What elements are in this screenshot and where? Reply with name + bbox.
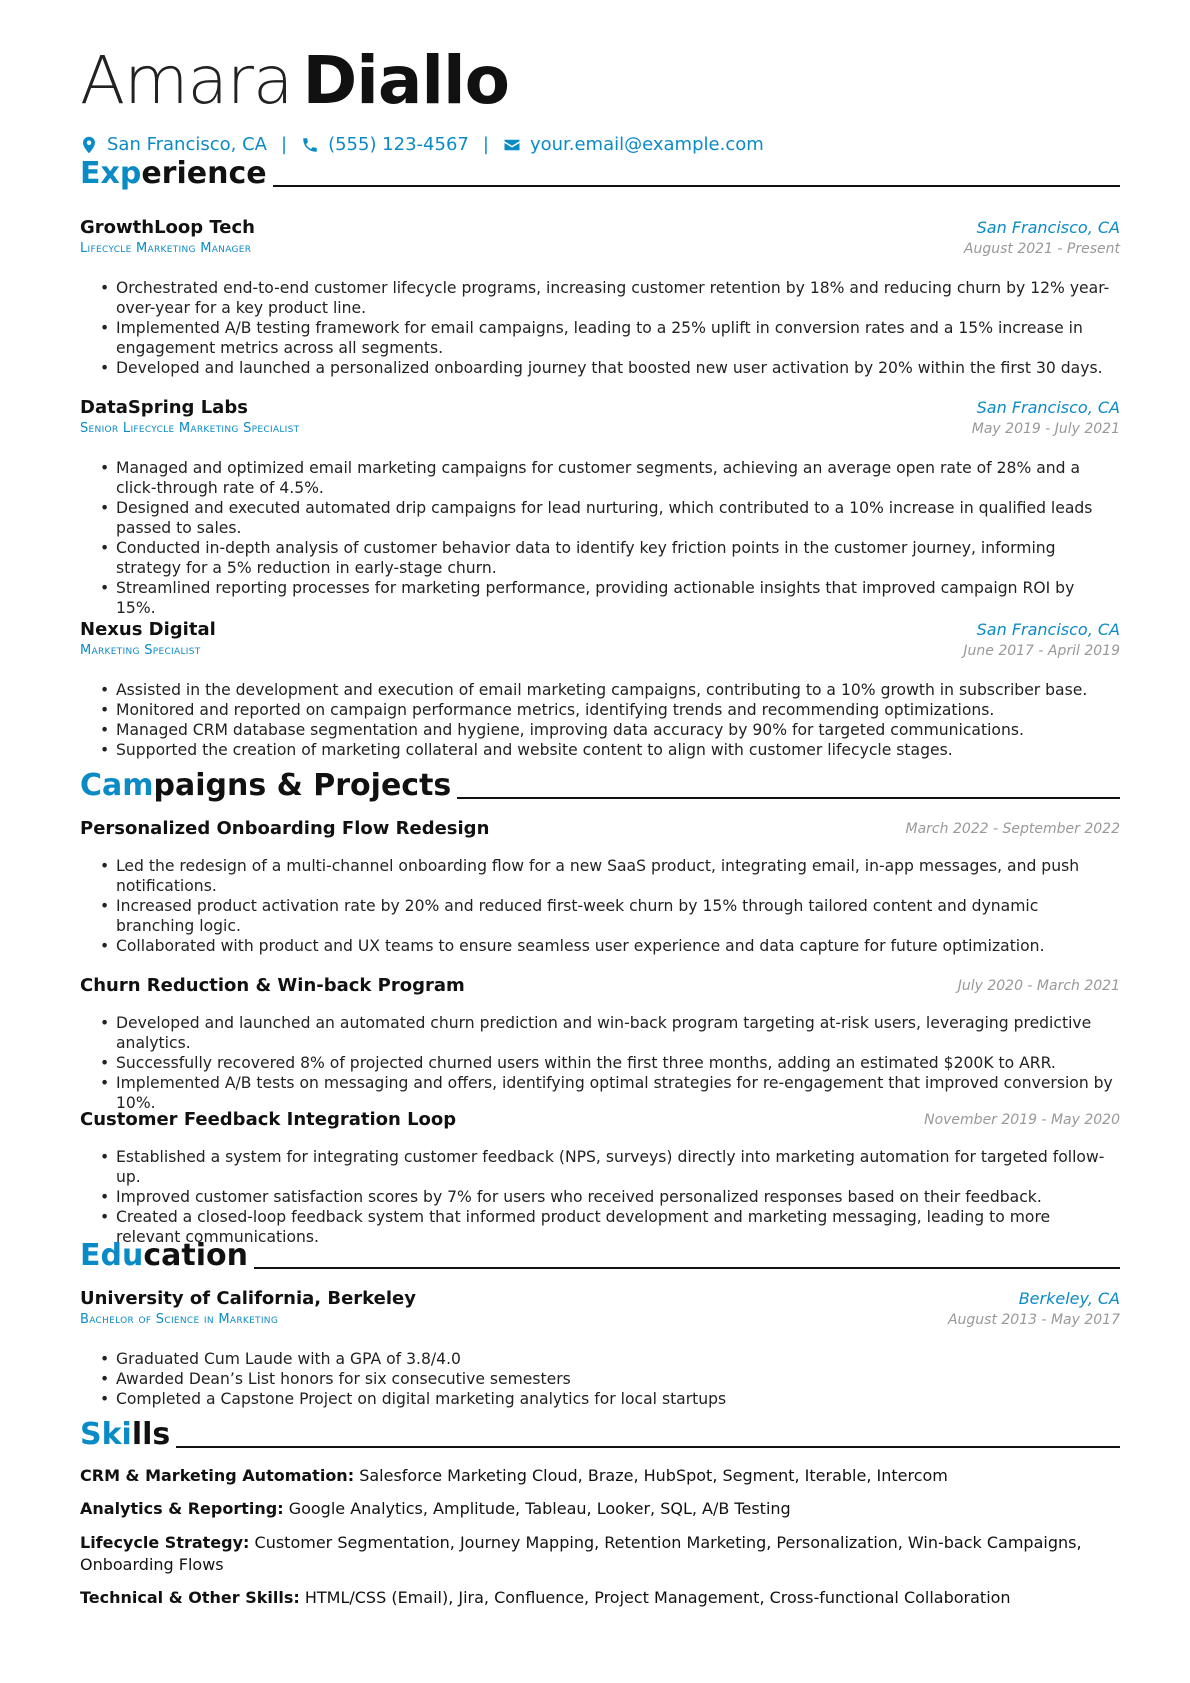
skill-value: Google Analytics, Amplitude, Tableau, Looker, SQL, A/B Testing [288,1499,791,1518]
section-title-accent: Cam [80,768,154,803]
list-item: • Improved customer satisfaction scores by 7% for users who received personalized responses based on their feedback. [80,1187,1120,1207]
project-dates: July 2020 - March 2021 [957,978,1120,994]
section-heading-campaigns [80,766,1120,806]
list-item: • Collaborated with product and UX teams to ensure seamless user experience and data capture for future optimization. [80,936,1120,956]
degree: Bachelor of Science in Marketing [80,1312,279,1327]
contact-separator: | [482,134,489,155]
section-title-accent: Edu [80,1238,144,1273]
list-item: • Supported the creation of marketing collateral and website content to align with customer lifecycle stages. [80,740,1120,760]
skill-value: Salesforce Marketing Cloud, Braze, HubSpot, Segment, Iterable, Intercom [359,1466,948,1485]
skill-value: HTML/CSS (Email), Jira, Confluence, Project Management, Cross-functional Collaboration [304,1588,1011,1607]
section-title-rest: cation [143,1238,248,1273]
location-text: San Francisco, CA [107,134,267,155]
map-pin-icon [80,136,98,154]
section-title [80,154,267,194]
section-heading-experience [80,154,1120,194]
skill-value: Customer Segmentation, Journey Mapping, Retention Marketing, Personalization, Win-back Campaigns, Onboarding Flows [80,1533,1082,1574]
experience-bullets [80,458,1120,618]
list-item: • Implemented A/B tests on messaging and offers, identifying optimal strategies for re-engagement that improved conversion by 10%. [80,1073,1120,1113]
skill-row [80,1587,1120,1609]
list-item: • Successfully recovered 8% of projected churned users within the first three months, adding an estimated $200K to ARR. [80,1053,1120,1073]
section-heading-skills [80,1415,1120,1455]
skill-row [80,1465,1120,1487]
list-item: • Increased product activation rate by 20% and reduced first-week churn by 15% through tailored content and dynamic branching logic. [80,896,1120,936]
section-title [80,1236,248,1276]
experience-bullets [80,680,1120,760]
section-title-rest: lls [131,1417,171,1452]
skill-row [80,1532,1120,1576]
list-item: • Assisted in the development and execution of email marketing campaigns, contributing to a 10% growth in subscriber base. [80,680,1120,700]
section-title [80,766,451,806]
list-item: • Graduated Cum Laude with a GPA of 3.8/4.0 [80,1349,1120,1369]
project-dates: November 2019 - May 2020 [924,1112,1120,1128]
list-item: • Developed and launched an automated churn prediction and win-back program targeting at-risk users, leveraging predictive analytics. [80,1013,1120,1053]
section-rule [254,1267,1120,1269]
first-name: Amara [80,42,293,119]
list-item: • Managed and optimized email marketing campaigns for customer segments, achieving an average open rate of 28% and a click-through rate of 4.5%. [80,458,1120,498]
list-item: • Completed a Capstone Project on digital marketing analytics for local startups [80,1389,1120,1409]
list-item: • Monitored and reported on campaign performance metrics, identifying trends and recommending optimizations. [80,700,1120,720]
education-bullets [80,1349,1120,1409]
section-rule [457,797,1120,799]
phone-text: (555) 123-4567 [328,134,469,155]
job-dates: August 2021 - Present [963,241,1120,257]
list-item: • Implemented A/B testing framework for email campaigns, leading to a 25% uplift in conversion rates and a 15% increase in engagement metrics across all segments. [80,318,1120,358]
list-item: • Established a system for integrating customer feedback (NPS, surveys) directly into marketing automation for targeted follow-up. [80,1147,1120,1187]
project-bullets [80,1147,1120,1247]
skill-label: Technical & Other Skills: [80,1588,300,1607]
job-location: San Francisco, CA [976,398,1120,417]
company-name: Nexus Digital [80,619,216,640]
project-dates: March 2022 - September 2022 [905,821,1120,837]
contact-separator: | [280,134,288,155]
list-item: • Designed and executed automated drip campaigns for lead nurturing, which contributed to a 10% increase in qualified leads passed to sales. [80,498,1120,538]
job-role: Lifecycle Marketing Manager [80,241,252,256]
job-location: San Francisco, CA [976,620,1120,639]
list-item: • Managed CRM database segmentation and hygiene, improving data accuracy by 90% for targeted communications. [80,720,1120,740]
email-text: your.email@example.com [529,134,764,155]
phone-icon [301,136,319,154]
skill-label: CRM & Marketing Automation: [80,1466,355,1485]
candidate-name [80,42,509,120]
list-item: • Conducted in-depth analysis of customer behavior data to identify key friction points in the customer journey, informing strategy for a 5% reduction in early-stage churn. [80,538,1120,578]
project-title: Churn Reduction & Win-back Program [80,975,465,996]
company-name: GrowthLoop Tech [80,217,255,238]
section-title-accent: Ski [80,1417,132,1452]
list-item: • Led the redesign of a multi-channel onboarding flow for a new SaaS product, integrating email, in-app messages, and push notifications. [80,856,1120,896]
list-item: • Developed and launched a personalized onboarding journey that boosted new user activation by 20% within the first 30 days. [80,358,1120,378]
section-title [80,1415,170,1455]
skill-row [80,1498,1120,1520]
education-dates: August 2013 - May 2017 [947,1312,1120,1328]
experience-bullets [80,278,1120,378]
section-title-rest: paigns & Projects [153,768,452,803]
company-name: DataSpring Labs [80,397,248,418]
school-name: University of California, Berkeley [80,1288,416,1309]
envelope-icon [503,136,521,154]
project-bullets [80,1013,1120,1113]
job-location: San Francisco, CA [976,218,1120,237]
job-role: Marketing Specialist [80,643,201,658]
last-name: Diallo [302,42,510,119]
list-item: • Streamlined reporting processes for marketing performance, providing actionable insights that improved campaign ROI by 15%. [80,578,1120,618]
section-title-rest: erience [141,156,267,191]
project-title: Personalized Onboarding Flow Redesign [80,818,490,839]
project-bullets [80,856,1120,956]
list-item: • Created a closed-loop feedback system that informed product development and marketing messaging, leading to more relevant communications. [80,1207,1120,1247]
list-item: • Orchestrated end-to-end customer lifecycle programs, increasing customer retention by 18% and reducing churn by 12% year-over-year for a key product line. [80,278,1120,318]
skill-label: Analytics & Reporting: [80,1499,284,1518]
job-dates: May 2019 - July 2021 [971,421,1120,437]
job-role: Senior Lifecycle Marketing Specialist [80,421,300,436]
project-title: Customer Feedback Integration Loop [80,1109,457,1130]
section-title-accent: Exp [80,156,142,191]
list-item: • Awarded Dean’s List honors for six consecutive semesters [80,1369,1120,1389]
skill-label: Lifecycle Strategy: [80,1533,250,1552]
section-rule [176,1446,1120,1448]
section-heading-education [80,1236,1120,1276]
school-location: Berkeley, CA [1018,1289,1120,1308]
job-dates: June 2017 - April 2019 [963,643,1120,659]
section-rule [273,185,1120,187]
